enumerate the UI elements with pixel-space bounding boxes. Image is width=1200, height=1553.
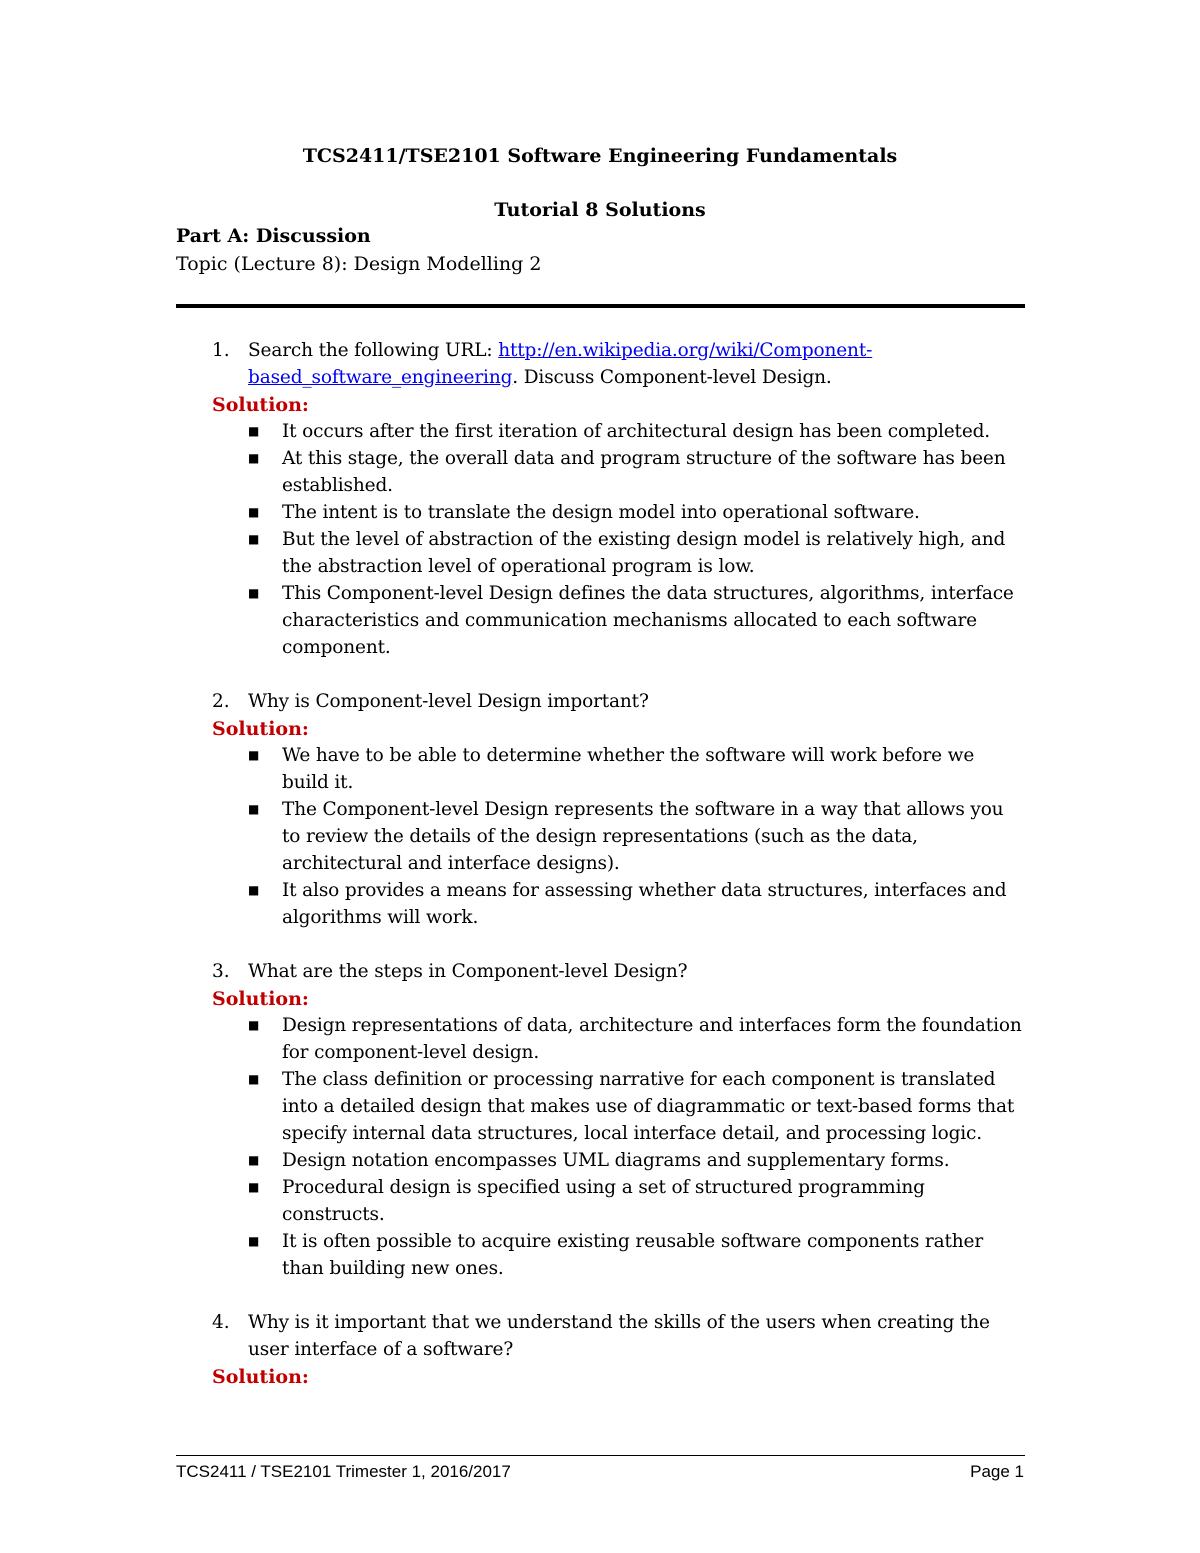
bullet-text: constructs. — [282, 1204, 385, 1225]
bullet-text: The intent is to translate the design model into operational software. — [282, 502, 920, 523]
bullet-icon: ■ — [248, 505, 260, 519]
bullet-icon: ■ — [248, 1072, 260, 1086]
bullet-text: Design notation encompasses UML diagrams and supplementary forms. — [282, 1150, 950, 1171]
url-link-continued[interactable]: based_software_engineering — [248, 367, 513, 388]
question-text-continued: user interface of a software? — [248, 1339, 514, 1360]
question-text: Why is Component-level Design important? — [248, 691, 649, 712]
bullet-icon: ■ — [248, 748, 260, 762]
question-text: Why is it important that we understand the skills of the users when creating the — [248, 1312, 990, 1333]
question-text: What are the steps in Component-level Design? — [248, 961, 688, 982]
footer-course-info: TCS2411 / TSE2101 Trimester 1, 2016/2017 — [176, 1462, 511, 1481]
page-number: Page 1 — [970, 1462, 1024, 1481]
bullet-text: Design representations of data, architecture and interfaces form the foundation — [282, 1015, 1022, 1036]
bullet-icon: ■ — [248, 1153, 260, 1167]
solution-label: Solution: — [212, 1366, 309, 1388]
bullet-text: component. — [282, 637, 391, 658]
bullet-text: It occurs after the first iteration of architectural design has been completed. — [282, 421, 991, 442]
question-number: 3. — [212, 961, 230, 982]
bullet-icon: ■ — [248, 451, 260, 465]
question-prefix: Search the following URL: — [248, 340, 499, 361]
question-text — [248, 340, 872, 361]
bullet-text: This Component-level Design defines the data structures, algorithms, interface — [282, 583, 1014, 604]
bullet-icon: ■ — [248, 1180, 260, 1194]
topic-line: Topic (Lecture 8): Design Modelling 2 — [176, 253, 542, 275]
footer-divider — [176, 1455, 1025, 1456]
bullet-text: It is often possible to acquire existing reusable software components rather — [282, 1231, 984, 1252]
part-heading: Part A: Discussion — [176, 225, 371, 247]
bullet-text: for component-level design. — [282, 1042, 540, 1063]
bullet-icon: ■ — [248, 802, 260, 816]
header-divider — [176, 304, 1025, 308]
bullet-text: We have to be able to determine whether the software will work before we — [282, 745, 975, 766]
bullet-icon: ■ — [248, 586, 260, 600]
tutorial-title: Tutorial 8 Solutions — [494, 199, 706, 221]
bullet-text: than building new ones. — [282, 1258, 504, 1279]
bullet-text: At this stage, the overall data and program structure of the software has been — [282, 448, 1006, 469]
bullet-text: specify internal data structures, local interface detail, and processing logic. — [282, 1123, 982, 1144]
question-number: 2. — [212, 691, 230, 712]
course-title: TCS2411/TSE2101 Software Engineering Fundamentals — [302, 145, 898, 167]
solution-label: Solution: — [212, 394, 309, 416]
bullet-text: into a detailed design that makes use of diagrammatic or text-based forms that — [282, 1096, 1015, 1117]
bullet-text: It also provides a means for assessing whether data structures, interfaces and — [282, 880, 1007, 901]
url-link[interactable]: http://en.wikipedia.org/wiki/Component- — [498, 340, 873, 361]
bullet-icon: ■ — [248, 424, 260, 438]
bullet-text: algorithms will work. — [282, 907, 479, 928]
bullet-icon: ■ — [248, 883, 260, 897]
bullet-icon: ■ — [248, 1018, 260, 1032]
bullet-text: Procedural design is specified using a set of structured programming — [282, 1177, 925, 1198]
bullet-text: to review the details of the design representations (such as the data, — [282, 826, 918, 847]
bullet-text: build it. — [282, 772, 354, 793]
bullet-text: the abstraction level of operational program is low. — [282, 556, 755, 577]
solution-label: Solution: — [212, 988, 309, 1010]
bullet-text: The class definition or processing narrative for each component is translated — [282, 1069, 996, 1090]
bullet-text: characteristics and communication mechanisms allocated to each software — [282, 610, 977, 631]
bullet-text: established. — [282, 475, 393, 496]
question-number: 1. — [212, 340, 230, 361]
bullet-icon: ■ — [248, 532, 260, 546]
bullet-text: The Component-level Design represents the software in a way that allows you — [282, 799, 1004, 820]
bullet-text: architectural and interface designs). — [282, 853, 620, 874]
question-number: 4. — [212, 1312, 230, 1333]
bullet-text: But the level of abstraction of the existing design model is relatively high, and — [282, 529, 1006, 550]
question-suffix: . Discuss Component-level Design. — [512, 367, 832, 388]
bullet-icon: ■ — [248, 1234, 260, 1248]
question-text-continued — [248, 367, 832, 388]
solution-label: Solution: — [212, 718, 309, 740]
